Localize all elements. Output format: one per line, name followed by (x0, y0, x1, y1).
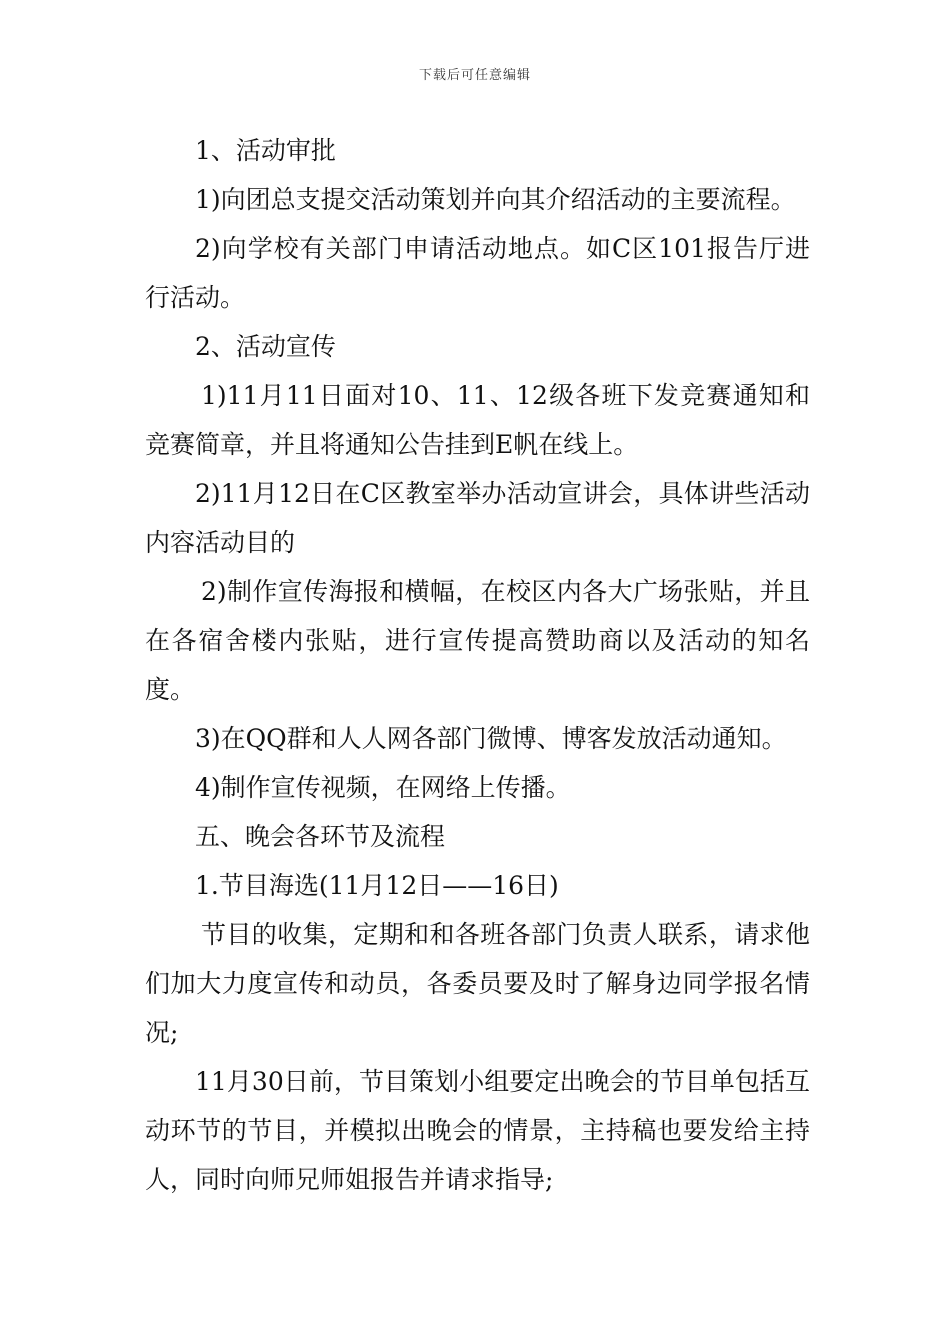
paragraph-item: 1)向团总支提交活动策划并向其介绍活动的主要流程。 (195, 185, 796, 214)
paragraph-item: 3)在QQ群和人人网各部门微博、博客发放活动通知。 (195, 724, 787, 753)
heading-section-five: 五、晚会各环节及流程 (195, 822, 446, 851)
heading-program-audition: 1.节目海选(11月12日——16日) (195, 871, 559, 900)
paragraph-item: 1)11月11日面对10、11、12级各班下发竞赛通知和竞赛简章，并且将通知公告挂到E帆在线上。 (145, 381, 810, 459)
paragraph-item: 4)制作宣传视频，在网络上传播。 (195, 773, 571, 802)
page-header: 下载后可任意编辑 (418, 68, 531, 83)
paragraph-item: 2)11月12日在C区教室举办活动宣讲会，具体讲些活动内容活动目的 (145, 479, 810, 557)
document-body (145, 126, 810, 1204)
heading-activity-approval: 1、活动审批 (195, 136, 336, 165)
paragraph-item: 11月30日前，节目策划小组要定出晚会的节目单包括互动环节的节目，并模拟出晚会的情景，主持稿也要发给主持人，同时向师兄师姐报告并请求指导; (145, 1067, 810, 1194)
paragraph-item: 2)向学校有关部门申请活动地点。如C区101报告厅进行活动。 (145, 234, 810, 312)
paragraph-item: 节目的收集，定期和和各班各部门负责人联系，请求他们加大力度宣传和动员，各委员要及时了解身边同学报名情况; (145, 920, 810, 1047)
heading-activity-publicity: 2、活动宣传 (195, 332, 336, 361)
paragraph-item: 2)制作宣传海报和横幅，在校区内各大广场张贴，并且在各宿舍楼内张贴，进行宣传提高赞助商以及活动的知名度。 (145, 577, 810, 704)
